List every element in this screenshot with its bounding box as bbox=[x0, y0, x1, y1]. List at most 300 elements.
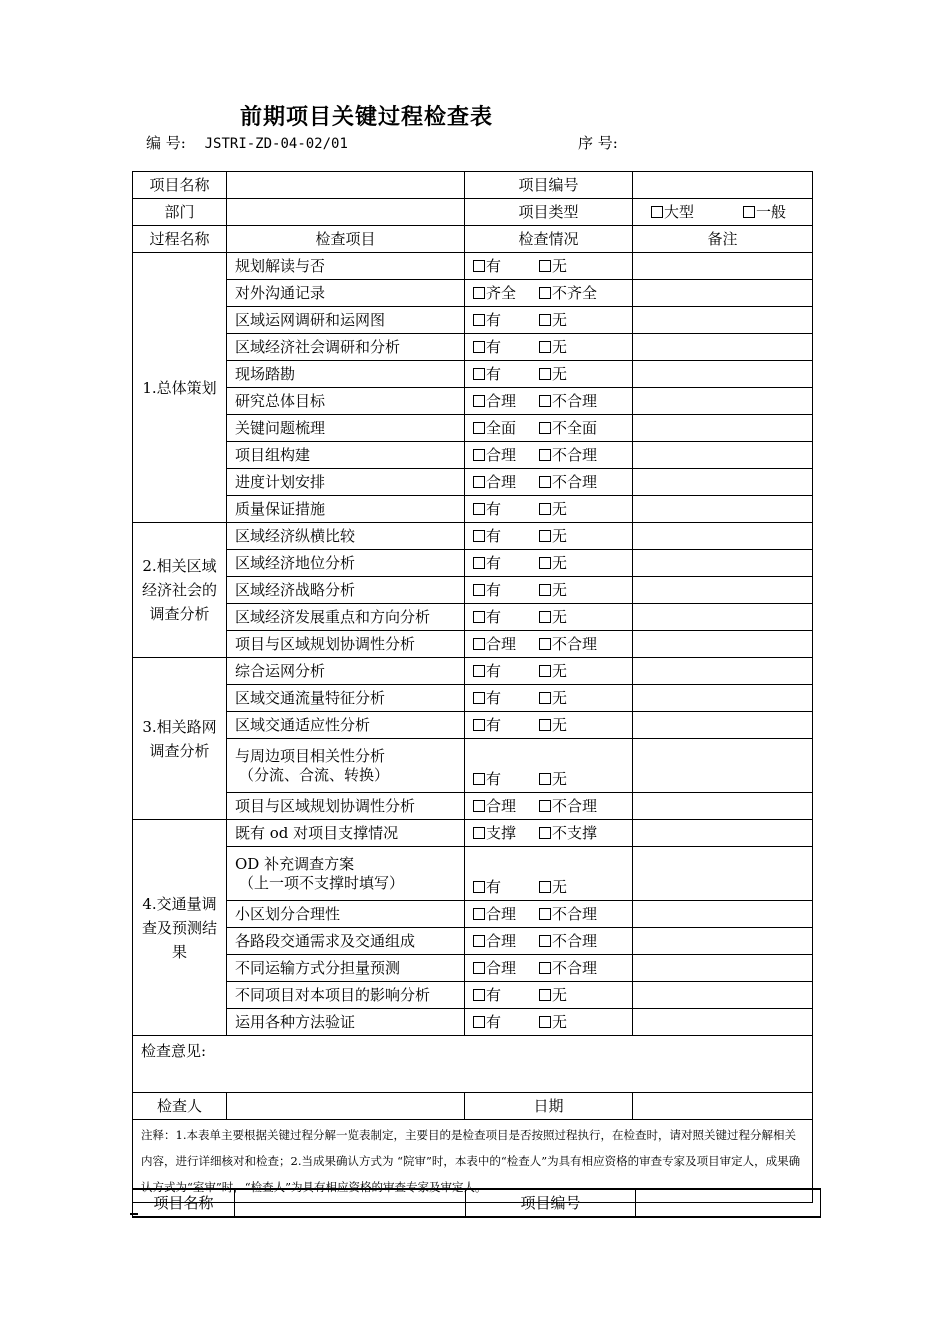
checkbox-icon[interactable] bbox=[539, 476, 551, 488]
check-row bbox=[133, 388, 813, 415]
status-option-label: 有 bbox=[486, 256, 502, 275]
status-option-negative[interactable] bbox=[539, 635, 605, 654]
checkbox-icon[interactable] bbox=[539, 908, 551, 920]
status-option-label: 有 bbox=[486, 878, 502, 896]
check-status bbox=[465, 1009, 633, 1036]
status-option-negative[interactable] bbox=[539, 770, 605, 789]
table-edge-mark bbox=[130, 1213, 138, 1215]
status-option-negative[interactable] bbox=[539, 392, 605, 411]
form-number bbox=[146, 132, 348, 153]
note-text: 注释：1.本表单主要根据关键过程分解一览表制定，主要目的是检查项目是否按照过程执行，在检查时，请对照关键过程分解相关内容，进行详细核对和检查；2.当成果确认方式为 “院审”时，本表中的“检查人”为具有相应资格的审查专家及项目审定人，成果确认方式为“室审”时，“检查人”为具有相应资格的审查专家及审定人。 bbox=[133, 1120, 813, 1203]
status-option-negative[interactable] bbox=[539, 716, 605, 735]
remark-field[interactable] bbox=[633, 496, 813, 523]
checkbox-icon[interactable] bbox=[539, 935, 551, 947]
status-option-label: 有 bbox=[486, 770, 502, 788]
status-option-label: 合理 bbox=[486, 931, 517, 950]
type-large-option[interactable]: 大型 bbox=[651, 203, 743, 222]
remark-field[interactable] bbox=[633, 928, 813, 955]
status-option-label: 无 bbox=[552, 607, 568, 626]
checkbox-icon[interactable] bbox=[473, 395, 485, 407]
remark-field[interactable] bbox=[633, 712, 813, 739]
status-option-label: 合理 bbox=[486, 904, 517, 923]
department-field[interactable] bbox=[227, 199, 465, 226]
tail-project-no-label: 项目编号 bbox=[466, 1189, 636, 1217]
status-option-label: 有 bbox=[486, 526, 502, 545]
status-option-positive[interactable] bbox=[473, 770, 539, 789]
check-status bbox=[465, 523, 633, 550]
form-number-value: JSTRI-ZD-04-02/01 bbox=[204, 136, 348, 152]
status-option-label: 有 bbox=[486, 688, 502, 707]
project-name-field[interactable] bbox=[227, 172, 465, 199]
status-option-positive[interactable] bbox=[473, 338, 539, 357]
status-option-negative[interactable] bbox=[539, 932, 605, 951]
status-option-negative[interactable] bbox=[539, 284, 605, 303]
check-status bbox=[465, 280, 633, 307]
project-name-label: 项目名称 bbox=[133, 172, 227, 199]
status-option-negative[interactable] bbox=[539, 554, 605, 573]
process-name: 3.相关路网调查分析 bbox=[133, 658, 227, 820]
checkbox-icon[interactable] bbox=[539, 503, 551, 515]
check-row bbox=[133, 550, 813, 577]
check-row bbox=[133, 523, 813, 550]
type-general-option[interactable]: 一般 bbox=[743, 203, 786, 221]
status-option-label: 有 bbox=[486, 364, 502, 383]
checkbox-icon[interactable] bbox=[539, 314, 551, 326]
status-option-positive[interactable] bbox=[473, 581, 539, 600]
checkbox-icon[interactable] bbox=[473, 611, 485, 623]
check-item: 项目组构建 bbox=[227, 442, 465, 469]
status-option-negative[interactable] bbox=[539, 797, 605, 816]
status-option-label: 合理 bbox=[486, 472, 517, 491]
check-row bbox=[133, 253, 813, 280]
status-option-label: 不支撑 bbox=[552, 823, 598, 842]
check-status bbox=[465, 604, 633, 631]
remark-field[interactable] bbox=[633, 334, 813, 361]
status-option-positive[interactable] bbox=[473, 284, 539, 303]
check-item: 区域经济发展重点和方向分析 bbox=[227, 604, 465, 631]
checkbox-icon[interactable] bbox=[539, 530, 551, 542]
status-option-label: 无 bbox=[552, 337, 568, 356]
remark-field[interactable] bbox=[633, 631, 813, 658]
check-row bbox=[133, 793, 813, 820]
sequence-number-label: 序 号: bbox=[578, 134, 618, 152]
checkbox-icon[interactable] bbox=[539, 611, 551, 623]
status-option-positive[interactable] bbox=[473, 473, 539, 492]
remark-field[interactable] bbox=[633, 955, 813, 982]
status-option-negative[interactable] bbox=[539, 446, 605, 465]
next-page-header-table bbox=[132, 1188, 821, 1218]
check-item bbox=[227, 847, 465, 901]
status-option-positive[interactable] bbox=[473, 554, 539, 573]
check-status bbox=[465, 469, 633, 496]
project-type-label: 项目类型 bbox=[465, 199, 633, 226]
checkbox-icon[interactable] bbox=[539, 881, 551, 893]
checkbox-icon[interactable] bbox=[473, 908, 485, 920]
status-option-negative[interactable] bbox=[539, 311, 605, 330]
checkbox-icon[interactable] bbox=[473, 422, 485, 434]
check-status bbox=[465, 712, 633, 739]
check-status bbox=[465, 442, 633, 469]
remark-field[interactable] bbox=[633, 523, 813, 550]
checkbox-icon[interactable] bbox=[473, 827, 485, 839]
checkbox-icon[interactable] bbox=[539, 962, 551, 974]
check-item: 规划解读与否 bbox=[227, 253, 465, 280]
status-option-label: 无 bbox=[552, 688, 568, 707]
inspector-field[interactable] bbox=[227, 1093, 465, 1120]
check-row bbox=[133, 658, 813, 685]
status-option-negative[interactable] bbox=[539, 878, 605, 897]
check-status bbox=[465, 928, 633, 955]
status-option-label: 有 bbox=[486, 607, 502, 626]
checkbox-icon[interactable] bbox=[473, 881, 485, 893]
status-option-label: 无 bbox=[552, 256, 568, 275]
status-option-label: 无 bbox=[552, 364, 568, 383]
checkbox-icon[interactable] bbox=[539, 368, 551, 380]
status-option-negative[interactable] bbox=[539, 365, 605, 384]
check-item: 综合运网分析 bbox=[227, 658, 465, 685]
remark-field[interactable] bbox=[633, 280, 813, 307]
status-option-label: 无 bbox=[552, 715, 568, 734]
checkbox-icon[interactable] bbox=[473, 260, 485, 272]
check-item-line2: （上一项不支撑时填写） bbox=[239, 873, 405, 892]
form-number-label: 编 号: bbox=[146, 134, 186, 152]
checkbox-icon[interactable] bbox=[473, 557, 485, 569]
check-row bbox=[133, 334, 813, 361]
remark-field[interactable] bbox=[633, 253, 813, 280]
checkbox-icon[interactable] bbox=[539, 1016, 551, 1028]
status-option-positive[interactable] bbox=[473, 905, 539, 924]
page-title: 前期项目关键过程检查表 bbox=[240, 105, 494, 130]
checkbox-icon[interactable] bbox=[473, 962, 485, 974]
checkbox-icon[interactable] bbox=[473, 368, 485, 380]
col-header-remark: 备注 bbox=[633, 226, 813, 253]
status-option-label: 无 bbox=[552, 1012, 568, 1031]
checkbox-icon[interactable] bbox=[473, 773, 485, 785]
check-item: 研究总体目标 bbox=[227, 388, 465, 415]
status-option-label: 无 bbox=[552, 770, 568, 788]
check-item: 项目与区域规划协调性分析 bbox=[227, 631, 465, 658]
status-option-label: 合理 bbox=[486, 796, 517, 815]
remark-field[interactable] bbox=[633, 469, 813, 496]
checkbox-icon[interactable] bbox=[473, 719, 485, 731]
checkbox-icon[interactable] bbox=[539, 773, 551, 785]
status-option-positive[interactable] bbox=[473, 527, 539, 546]
checkbox-icon[interactable] bbox=[539, 827, 551, 839]
check-row bbox=[133, 820, 813, 847]
checkbox-icon[interactable] bbox=[473, 341, 485, 353]
status-option-negative[interactable] bbox=[539, 959, 605, 978]
checkbox-icon[interactable] bbox=[473, 989, 485, 1001]
status-option-negative[interactable] bbox=[539, 689, 605, 708]
check-status bbox=[465, 307, 633, 334]
remark-field[interactable] bbox=[633, 550, 813, 577]
status-option-label: 不合理 bbox=[552, 931, 598, 950]
remark-field[interactable] bbox=[633, 820, 813, 847]
checkbox-icon[interactable] bbox=[539, 719, 551, 731]
remark-field[interactable] bbox=[633, 361, 813, 388]
status-option-label: 有 bbox=[486, 580, 502, 599]
remark-field[interactable] bbox=[633, 901, 813, 928]
remark-field[interactable] bbox=[633, 739, 813, 793]
status-option-label: 不合理 bbox=[552, 391, 598, 410]
status-option-positive[interactable] bbox=[473, 986, 539, 1005]
checkbox-icon[interactable] bbox=[539, 557, 551, 569]
status-option-label: 全面 bbox=[486, 418, 517, 437]
status-option-positive[interactable] bbox=[473, 959, 539, 978]
status-option-label: 不全面 bbox=[552, 418, 598, 437]
checkbox-icon[interactable] bbox=[539, 800, 551, 812]
status-option-label: 有 bbox=[486, 715, 502, 734]
tail-project-no-field[interactable] bbox=[636, 1189, 821, 1217]
check-row bbox=[133, 901, 813, 928]
status-option-label: 无 bbox=[552, 580, 568, 599]
checkbox-icon[interactable] bbox=[539, 260, 551, 272]
check-status bbox=[465, 496, 633, 523]
status-option-label: 不合理 bbox=[552, 634, 598, 653]
check-item: 区域经济地位分析 bbox=[227, 550, 465, 577]
check-table bbox=[132, 171, 813, 1203]
check-row bbox=[133, 280, 813, 307]
status-option-label: 有 bbox=[486, 553, 502, 572]
check-item: 不同项目对本项目的影响分析 bbox=[227, 982, 465, 1009]
checkbox-icon[interactable] bbox=[473, 503, 485, 515]
check-row bbox=[133, 469, 813, 496]
check-status bbox=[465, 685, 633, 712]
status-option-label: 不合理 bbox=[552, 445, 598, 464]
check-row bbox=[133, 712, 813, 739]
remark-field[interactable] bbox=[633, 793, 813, 820]
check-row bbox=[133, 631, 813, 658]
check-item: 现场踏勘 bbox=[227, 361, 465, 388]
row-column-headers bbox=[133, 226, 813, 253]
checkbox-icon[interactable] bbox=[473, 800, 485, 812]
check-row bbox=[133, 982, 813, 1009]
status-option-negative[interactable] bbox=[539, 527, 605, 546]
check-row bbox=[133, 685, 813, 712]
status-option-positive[interactable] bbox=[473, 878, 539, 897]
remark-field[interactable] bbox=[633, 982, 813, 1009]
checkbox-icon[interactable] bbox=[539, 989, 551, 1001]
status-option-label: 有 bbox=[486, 661, 502, 680]
status-option-negative[interactable] bbox=[539, 257, 605, 276]
status-option-negative[interactable] bbox=[539, 986, 605, 1005]
check-status bbox=[465, 577, 633, 604]
check-item: 区域经济社会调研和分析 bbox=[227, 334, 465, 361]
check-item: 关键问题梳理 bbox=[227, 415, 465, 442]
checkbox-icon[interactable] bbox=[651, 206, 663, 218]
status-option-label: 不合理 bbox=[552, 904, 598, 923]
checkbox-icon[interactable] bbox=[473, 449, 485, 461]
department-label: 部门 bbox=[133, 199, 227, 226]
status-option-positive[interactable] bbox=[473, 392, 539, 411]
status-option-positive[interactable] bbox=[473, 635, 539, 654]
process-name: 1.总体策划 bbox=[133, 253, 227, 523]
remark-field[interactable] bbox=[633, 604, 813, 631]
remark-field[interactable] bbox=[633, 307, 813, 334]
checkbox-icon[interactable] bbox=[473, 584, 485, 596]
status-option-label: 合理 bbox=[486, 445, 517, 464]
check-row bbox=[133, 442, 813, 469]
check-item: 各路段交通需求及交通组成 bbox=[227, 928, 465, 955]
remark-field[interactable] bbox=[633, 577, 813, 604]
remark-field[interactable] bbox=[633, 442, 813, 469]
check-status bbox=[465, 793, 633, 820]
status-option-label: 无 bbox=[552, 661, 568, 680]
status-option-negative[interactable] bbox=[539, 338, 605, 357]
row-department bbox=[133, 199, 813, 226]
status-option-negative[interactable] bbox=[539, 1013, 605, 1032]
status-option-positive[interactable] bbox=[473, 1013, 539, 1032]
checkbox-icon[interactable] bbox=[473, 935, 485, 947]
checkbox-icon[interactable] bbox=[539, 287, 551, 299]
status-option-label: 支撑 bbox=[486, 823, 517, 842]
check-status bbox=[465, 388, 633, 415]
status-option-label: 无 bbox=[552, 553, 568, 572]
status-option-negative[interactable] bbox=[539, 419, 605, 438]
checkbox-icon[interactable] bbox=[473, 638, 485, 650]
check-status bbox=[465, 658, 633, 685]
check-item: 质量保证措施 bbox=[227, 496, 465, 523]
checkbox-icon[interactable] bbox=[743, 206, 755, 218]
status-option-positive[interactable] bbox=[473, 662, 539, 681]
checkbox-icon[interactable] bbox=[473, 665, 485, 677]
check-item: 小区划分合理性 bbox=[227, 901, 465, 928]
status-option-label: 无 bbox=[552, 878, 568, 896]
row-project-name bbox=[133, 172, 813, 199]
status-option-positive[interactable] bbox=[473, 689, 539, 708]
check-item-line2: （分流、合流、转换） bbox=[239, 765, 390, 784]
check-item: 不同运输方式分担量预测 bbox=[227, 955, 465, 982]
check-row bbox=[133, 415, 813, 442]
status-option-positive[interactable] bbox=[473, 932, 539, 951]
status-option-positive[interactable] bbox=[473, 365, 539, 384]
status-option-positive[interactable] bbox=[473, 797, 539, 816]
checkbox-icon[interactable] bbox=[539, 638, 551, 650]
status-option-negative[interactable] bbox=[539, 608, 605, 627]
tail-project-name-field[interactable] bbox=[235, 1189, 466, 1217]
status-option-label: 无 bbox=[552, 985, 568, 1004]
check-item: 区域运网调研和运网图 bbox=[227, 307, 465, 334]
check-row bbox=[133, 496, 813, 523]
project-type-options bbox=[633, 199, 813, 226]
checkbox-icon[interactable] bbox=[473, 314, 485, 326]
check-status bbox=[465, 334, 633, 361]
col-header-process: 过程名称 bbox=[133, 226, 227, 253]
status-option-label: 不齐全 bbox=[552, 283, 598, 302]
check-status bbox=[465, 550, 633, 577]
col-header-item: 检查项目 bbox=[227, 226, 465, 253]
opinion-field[interactable] bbox=[133, 1036, 813, 1093]
checkbox-icon[interactable] bbox=[473, 692, 485, 704]
check-status bbox=[465, 415, 633, 442]
check-row bbox=[133, 604, 813, 631]
remark-field[interactable] bbox=[633, 415, 813, 442]
check-row bbox=[133, 361, 813, 388]
status-option-label: 有 bbox=[486, 499, 502, 518]
process-name: 4.交通量调查及预测结果 bbox=[133, 820, 227, 1036]
check-row bbox=[133, 955, 813, 982]
status-option-positive[interactable] bbox=[473, 311, 539, 330]
check-row bbox=[133, 577, 813, 604]
status-option-label: 无 bbox=[552, 526, 568, 545]
checkbox-icon[interactable] bbox=[539, 422, 551, 434]
check-item: 区域经济纵横比较 bbox=[227, 523, 465, 550]
checkbox-icon[interactable] bbox=[539, 341, 551, 353]
project-no-field[interactable] bbox=[633, 172, 813, 199]
check-status bbox=[465, 847, 633, 901]
status-option-label: 不合理 bbox=[552, 796, 598, 815]
check-status bbox=[465, 901, 633, 928]
check-item: 项目与区域规划协调性分析 bbox=[227, 793, 465, 820]
status-option-positive[interactable] bbox=[473, 608, 539, 627]
status-option-positive[interactable] bbox=[473, 824, 539, 843]
checkbox-icon[interactable] bbox=[473, 287, 485, 299]
checkbox-icon[interactable] bbox=[473, 1016, 485, 1028]
status-option-label: 有 bbox=[486, 310, 502, 329]
status-option-label: 不合理 bbox=[552, 958, 598, 977]
checkbox-icon[interactable] bbox=[473, 530, 485, 542]
check-item: 区域经济战略分析 bbox=[227, 577, 465, 604]
status-option-label: 无 bbox=[552, 499, 568, 518]
status-option-negative[interactable] bbox=[539, 500, 605, 519]
remark-field[interactable] bbox=[633, 1009, 813, 1036]
checkbox-icon[interactable] bbox=[539, 665, 551, 677]
check-item-line1: 与周边项目相关性分析 bbox=[235, 746, 386, 765]
check-item bbox=[227, 739, 465, 793]
status-option-negative[interactable] bbox=[539, 662, 605, 681]
check-row bbox=[133, 739, 813, 793]
row-opinion bbox=[133, 1036, 813, 1093]
check-row bbox=[133, 1009, 813, 1036]
check-item: 既有 od 对项目支撑情况 bbox=[227, 820, 465, 847]
checkbox-icon[interactable] bbox=[539, 692, 551, 704]
status-option-positive[interactable] bbox=[473, 257, 539, 276]
status-option-label: 齐全 bbox=[486, 283, 517, 302]
checkbox-icon[interactable] bbox=[473, 476, 485, 488]
opinion-label: 检查意见: bbox=[141, 1042, 207, 1060]
check-row bbox=[133, 847, 813, 901]
status-option-positive[interactable] bbox=[473, 716, 539, 735]
checkbox-icon[interactable] bbox=[539, 395, 551, 407]
check-item: 运用各种方法验证 bbox=[227, 1009, 465, 1036]
checkbox-icon[interactable] bbox=[539, 449, 551, 461]
inspector-label: 检查人 bbox=[133, 1093, 227, 1120]
remark-field[interactable] bbox=[633, 658, 813, 685]
check-status bbox=[465, 739, 633, 793]
remark-field[interactable] bbox=[633, 388, 813, 415]
status-option-label: 合理 bbox=[486, 634, 517, 653]
col-header-status: 检查情况 bbox=[465, 226, 633, 253]
status-option-negative[interactable] bbox=[539, 905, 605, 924]
status-option-label: 有 bbox=[486, 985, 502, 1004]
status-option-positive[interactable] bbox=[473, 419, 539, 438]
remark-field[interactable] bbox=[633, 685, 813, 712]
date-label: 日期 bbox=[465, 1093, 633, 1120]
date-field[interactable] bbox=[633, 1093, 813, 1120]
status-option-positive[interactable] bbox=[473, 500, 539, 519]
status-option-negative[interactable] bbox=[539, 473, 605, 492]
check-status bbox=[465, 361, 633, 388]
check-status bbox=[465, 982, 633, 1009]
checkbox-icon[interactable] bbox=[539, 584, 551, 596]
remark-field[interactable] bbox=[633, 847, 813, 901]
status-option-label: 合理 bbox=[486, 958, 517, 977]
status-option-label: 有 bbox=[486, 1012, 502, 1031]
status-option-positive[interactable] bbox=[473, 446, 539, 465]
status-option-negative[interactable] bbox=[539, 581, 605, 600]
process-name: 2.相关区域经济社会的调查分析 bbox=[133, 523, 227, 658]
status-option-negative[interactable] bbox=[539, 824, 605, 843]
